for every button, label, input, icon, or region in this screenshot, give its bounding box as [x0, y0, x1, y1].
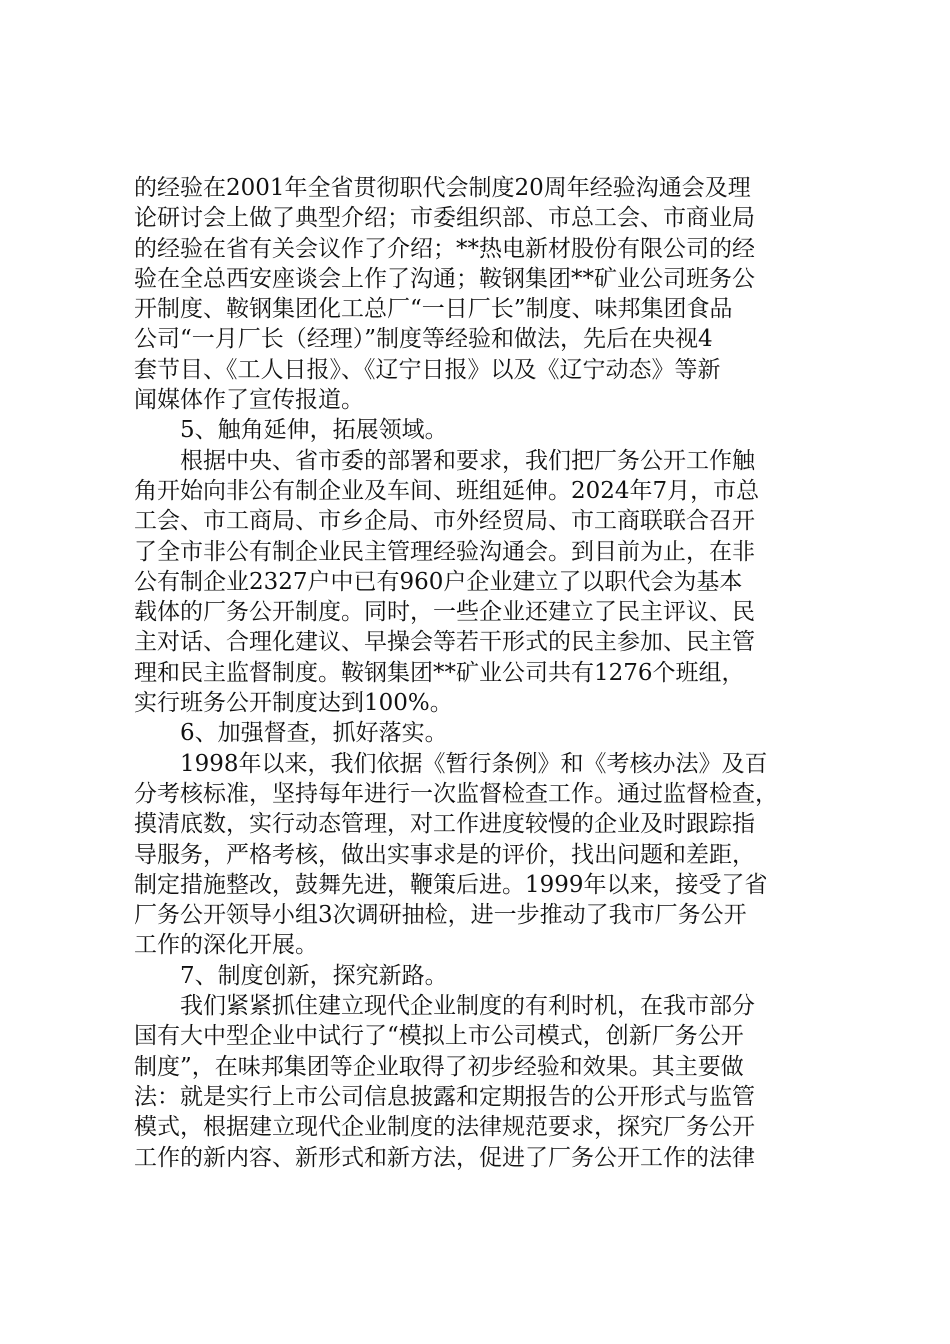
paragraph-supervision: 1998年以来，我们依据《暂行条例》和《考核办法》及百 分考核标准，坚持每年进行一次监督检查工作。通过监督检查， 摸清底数，实行动态管理，对工作进度较慢的企业及时跟踪指 导服务，严格考核，做出实事求是的评价，找出问题和差距， 制定措施整改，鼓舞先进，鞭策后进。1999年以来，接受了省 厂务公开领导小组3次调研抽检，进一步推动了我市厂务公开 工作的深化开展。: [134, 750, 778, 959]
section-heading-5: 5、触角延伸，拓展领域。: [180, 417, 448, 444]
paragraph-innovation: 我们紧紧抓住建立现代企业制度的有利时机，在我市部分 国有大中型企业中试行了“模拟上市公司模式，创新厂务公开 制度”，在味邦集团等企业取得了初步经验和效果。其主要做 法：就是实行上市公司信息披露和定期报告的公开形式与监管 模式，根据建立现代企业制度的法律规范要求，探究厂务公开 工作的新内容、新形式和新方法，促进了厂务公开工作的法律: [134, 993, 755, 1171]
paragraph-experience-intro: 的经验在2001年全省贯彻职代会制度20周年经验沟通会及理 论研讨会上做了典型介绍；市委组织部、市总工会、市商业局 的经验在省有关会议作了介绍；**热电新材股份有限公司的经 验在全总西安座谈会上作了沟通；鞍钢集团**矿业公司班务公 开制度、鞍钢集团化工总厂“一日厂长”制度、味邦集团食品 公司“一月厂长（经理）”制度等经验和做法，先后在央视4 套节目、《工人日报》、《辽宁日报》以及《辽宁动态》等新 闻媒体作了宣传报道。: [134, 175, 755, 414]
section-heading-6: 6、加强督查，抓好落实。: [180, 720, 448, 747]
document-body: [134, 173, 824, 1173]
section-heading-7: 7、制度创新，探究新路。: [180, 962, 448, 989]
paragraph-extension: 根据中央、省市委的部署和要求，我们把厂务公开工作触 角开始向非公有制企业及车间、班组延伸。2024年7月，市总 工会、市工商局、市乡企局、市外经贸局、市工商联联合召开 了全市非公有制企业民主管理经验沟通会。到目前为止，在非 公有制企业2327户中已有960户企业建立了以职代会为基本 载体的厂务公开制度。同时，一些企业还建立了民主评议、民 主对话、合理化建议、早操会等若干形式的民主参加、民主管 理和民主监督制度。鞍钢集团**矿业公司共有1276个班组， 实行班务公开制度达到100%。: [134, 447, 760, 717]
